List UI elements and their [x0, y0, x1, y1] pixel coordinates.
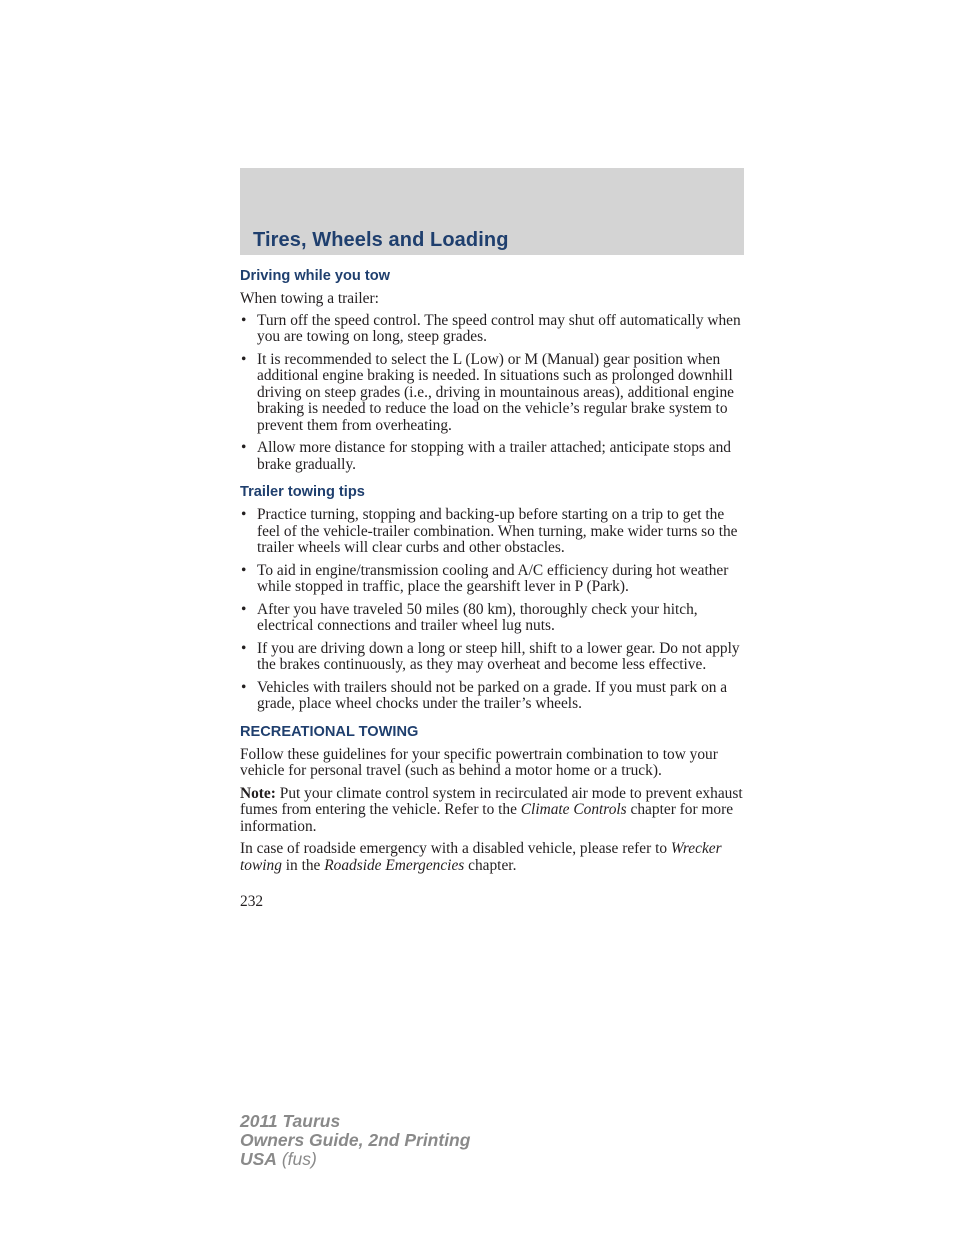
- roadside-emergencies-reference: Roadside Emergencies: [324, 856, 465, 874]
- climate-controls-reference: Climate Controls: [520, 801, 627, 818]
- trailer-towing-tips-list: [240, 507, 744, 713]
- list-item: • If you are driving down a long or steep hill, shift to a lower gear. Do not apply the brakes continuously, as they may overheat and become less effective.: [241, 639, 740, 673]
- bullet-icon: •: [241, 678, 247, 696]
- towing-intro-text: When towing a trailer:: [240, 290, 379, 307]
- footer-market-line: USA (fus): [240, 1149, 317, 1169]
- list-item: • To aid in engine/transmission cooling and A/C efficiency during hot weather while stopped in traffic, place the gearshift lever in P (Park).: [241, 561, 729, 595]
- wrecker-towing-reference: Wrecker towing: [240, 840, 722, 874]
- page-content: [240, 266, 744, 911]
- list-item: • Allow more distance for stopping with a trailer attached; anticipate stops and brake gradually.: [241, 439, 731, 473]
- footer-model-line: 2011 Taurus: [240, 1111, 341, 1131]
- note-paragraph: Note: Put your climate control system in recirculated air mode to prevent exhaust fumes from entering the vehicle. Refer to the Climate Controls chapter for more information.: [240, 784, 743, 835]
- bullet-icon: •: [241, 311, 247, 329]
- driving-while-tow-list: [240, 313, 744, 474]
- chapter-title: Tires, Wheels and Loading: [253, 229, 509, 251]
- note-label: Note:: [240, 784, 276, 802]
- list-item: • Turn off the speed control. The speed control may shut off automatically when you are towing on long, steep grades.: [241, 311, 741, 345]
- list-item: • After you have traveled 50 miles (80 km), thoroughly check your hitch, electrical connections and trailer wheel lug nuts.: [241, 600, 698, 634]
- section-heading-driving-while-you-tow: Driving while you tow: [240, 268, 390, 284]
- list-item: • It is recommended to select the L (Low) or M (Manual) gear position when additional engine braking is needed. In situations such as prolonged downhill driving on steep grades (i.e., driving in mountainous areas), additional engine braking is needed to reduce the load on the vehicle’s regular brake system to prevent them from overheating.: [241, 350, 734, 434]
- list-item: • Practice turning, stopping and backing-up before starting on a trip to get the feel of the vehicle-trailer combination. When turning, make wider turns so the trailer wheels will clear curbs and other obstacles.: [241, 506, 738, 556]
- bullet-icon: •: [241, 439, 247, 456]
- bullet-icon: •: [241, 639, 247, 657]
- list-item: • Vehicles with trailers should not be parked on a grade. If you must park on a grade, place wheel chocks under the trailer’s wheels.: [241, 678, 728, 712]
- section-heading-trailer-towing-tips: Trailer towing tips: [240, 484, 365, 500]
- recreational-towing-paragraph: Follow these guidelines for your specific powertrain combination to tow your vehicle for personal travel (such as behind a motor home or a truck).: [240, 745, 718, 779]
- bullet-icon: •: [241, 600, 247, 618]
- footer-guide-line: Owners Guide, 2nd Printing: [240, 1130, 471, 1150]
- document-footer: [240, 1112, 470, 1169]
- page-number: 232: [240, 893, 264, 910]
- section-heading-recreational-towing: RECREATIONAL TOWING: [240, 723, 419, 740]
- bullet-icon: •: [241, 561, 247, 579]
- bullet-icon: •: [241, 506, 247, 523]
- chapter-header-band: [240, 168, 744, 255]
- bullet-icon: •: [241, 350, 247, 368]
- roadside-emergency-paragraph: In case of roadside emergency with a disabled vehicle, please refer to Wrecker towing in the Roadside Emergencies chapter.: [240, 840, 722, 874]
